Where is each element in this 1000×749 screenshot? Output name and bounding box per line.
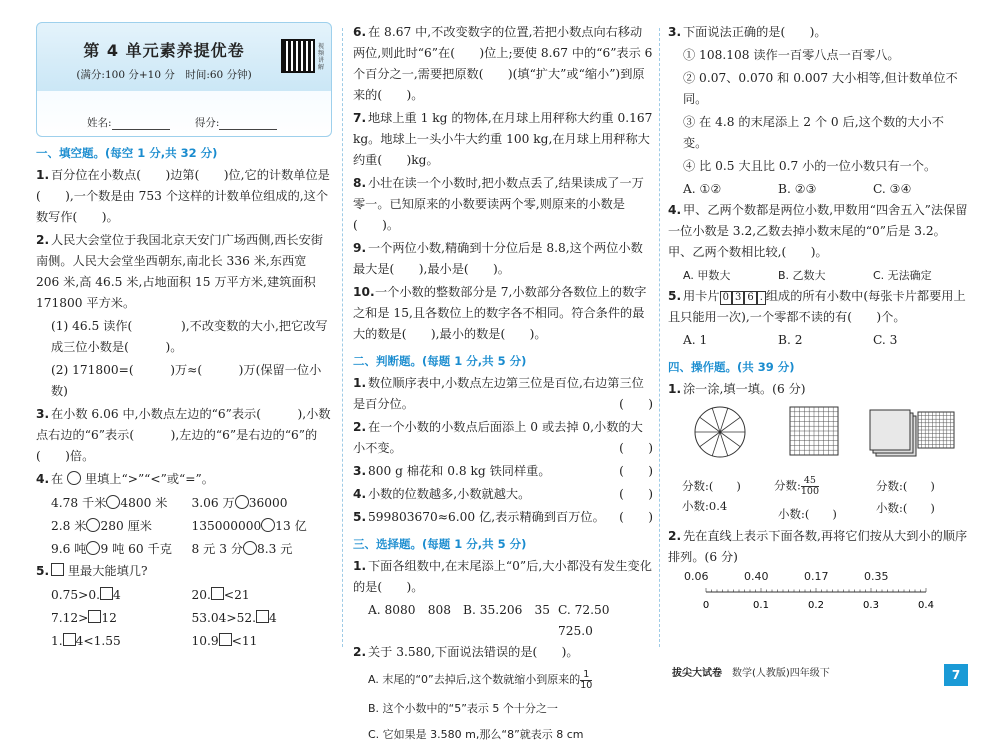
score-field[interactable] [219,118,277,130]
compare-item [192,515,333,538]
choice-1-options [353,600,653,642]
question-text: 599803670≈6.00 亿,表示精确到百万位。 [368,510,605,524]
choice-1 [353,556,653,598]
figure-svg [668,402,968,472]
judge-answer-box[interactable]: ( ) [619,441,653,455]
answer-circle[interactable] [243,541,257,555]
cube-stack-figure [870,410,916,456]
footer [672,664,962,679]
qr-label: 视频讲解 [318,43,325,71]
choice-4-options [668,265,968,286]
question-5 [36,561,332,582]
expr-left: 0.75>0. [51,588,100,602]
card-dot: . [757,291,766,305]
question-text: 关于 3.580,下面说法错误的是( )。 [368,645,579,659]
value-label: 0.35 [864,570,889,583]
value-label: 0.17 [804,570,829,583]
question-2-part-1: (1) 46.5 读作( ),不改变数的大小,把它改写成三位小数是( )。 [51,319,328,354]
right-value: 13 亿 [275,519,307,533]
fraction [801,476,819,497]
question-7 [353,108,653,171]
question-6 [353,22,653,106]
question-text: 在 8.67 中,不改变数字的位置,若把小数点向右移动两位,则此时“6”在( )位上;要使 8.67 中的“6”表示 6 个百分之一,需要把原数( )(填“扩大”或“缩小”)到原来的( )。 [353,25,653,102]
expr-right: 4<1.55 [75,634,121,648]
question-2 [36,230,332,314]
option-text: A. 末尾的“0”去掉后,这个数就缩小到原来的 [368,673,581,686]
option-a[interactable]: A. 1 [683,333,708,347]
card-0: 0 [720,291,732,305]
digit-item [51,630,192,653]
question-10 [353,282,653,345]
column-divider-2 [659,28,660,647]
digit-item [51,584,192,607]
question-number: 4. [36,472,50,486]
digit-row [51,607,332,630]
answer-box[interactable] [256,610,269,623]
answer-circle[interactable] [106,495,120,509]
digit-item [192,630,333,653]
answer-circle[interactable] [86,518,100,532]
label-text: 分数: [774,478,801,493]
name-score-fields [87,115,299,130]
judge-answer-box[interactable]: ( ) [619,487,653,501]
page-title: 第 4 单元素养提优卷 [83,41,245,60]
number-line-area [668,570,968,610]
axis-tick-label: 0.4 [918,600,934,611]
judge-answer-box[interactable]: ( ) [619,464,653,478]
option-c[interactable]: C. 3 [873,333,898,347]
option-c[interactable]: C. 它如果是 3.580 m,那么“8”就表示 8 cm [368,728,584,741]
values-row [668,570,968,586]
page-number: 7 [944,664,968,686]
qr-code-icon[interactable] [281,39,315,73]
question-number: 2. [353,420,367,434]
circle-figure[interactable] [695,407,745,457]
question-text: 一个两位小数,精确到十分位后是 8.8,这个两位小数最大是( ),最小是( )。 [353,241,643,276]
compare-row [51,538,332,561]
answer-box[interactable] [88,610,101,623]
option-a[interactable]: A. ①② [683,182,722,196]
question-number: 2. [36,233,50,247]
expr-left: 20. [191,588,211,602]
statement-item: ④ 比 0.5 大且比 0.7 小的一位小数只有一个。 [683,159,937,173]
statement-item: ① 108.108 读作一百零八点一百零八。 [683,48,900,62]
question-text: 里填上“>”“<”或“=”。 [84,472,214,486]
exam-header [36,22,332,137]
question-number: 6. [353,25,367,39]
digit-row [51,630,332,653]
question-number: 3. [353,464,367,478]
judge-answer-box[interactable]: ( ) [619,510,653,524]
digit-item [192,584,333,607]
answer-box[interactable] [219,633,232,646]
statement-list [668,45,968,177]
question-text: 用卡片 [683,289,720,303]
digit-item [51,607,192,630]
question-number: 2. [668,529,682,543]
option-c[interactable]: C. 无法确定 [873,269,932,282]
choice-3-options [668,179,968,200]
option-a[interactable]: A. 8080 808 [368,603,452,617]
question-text: 一个小数的整数部分是 7,小数部分各数位上的数字之和是 15,且各数位上的数字各不相同。符合条件的最大的数是( ),最小的数是( )。 [353,285,647,341]
question-text: 地球上重 1 kg 的物体,在月球上用秤称大约重 0.167 kg。地球上一头小牛大约重 100 kg,在月球上用秤称大约重( )kg。 [353,111,653,167]
question-4 [36,469,332,490]
question-number: 5. [353,510,367,524]
question-number: 9. [353,241,367,255]
fraction-label-2 [774,476,819,497]
question-text: 涂一涂,填一填。(6 分) [683,382,806,396]
question-text: 人民大会堂位于我国北京天安门广场西侧,西长安街南侧。人民大会堂坐西朝东,南北长 336 米,东西宽 206 米,高 46.5 米,占地面积 15 万平方米,建筑面积 171800 平方米。 [36,233,323,310]
grid-small-figure[interactable] [918,412,954,448]
option-c[interactable]: C. 72.50 725.0 [558,603,622,638]
operation-1 [668,379,968,400]
digit-row [51,584,332,607]
choice-5 [668,286,968,328]
judge-item [353,461,653,482]
answer-circle[interactable] [261,518,275,532]
option-b[interactable]: B. 乙数大 [778,269,826,282]
expr-right: 4 [112,588,121,602]
question-8 [353,173,653,236]
circle-icon [67,471,81,485]
answer-box[interactable] [63,633,76,646]
question-2-part-2: (2) 171800=( )万≈( )万(保留一位小数) [51,363,322,398]
expr-right: 12 [101,611,117,625]
brand: 拔尖大试卷 [672,668,722,679]
judge-list [353,373,653,528]
compare-item [51,492,192,515]
question-9 [353,238,653,280]
compare-item [192,538,333,561]
right-value: 36000 [248,496,288,510]
question-text: 下面各组数中,在末尾添上“0”后,大小都没有发生变化的是( )。 [353,559,652,594]
question-number: 1. [353,376,367,390]
question-number: 1. [353,559,367,573]
value-label: 0.06 [684,570,709,583]
question-text: 组成的所有小数中(每张卡片都要用上且只能用一次),一个零都不读的有( )个。 [668,289,966,324]
fraction-denominator: 10 [580,679,593,691]
compare-list [36,492,332,561]
question-number: 8. [353,176,367,190]
question-number: 3. [36,407,50,421]
judge-item [353,507,653,528]
question-number: 2. [353,645,367,659]
question-number: 4. [353,487,367,501]
compare-row [51,515,332,538]
number-line[interactable] [698,586,938,612]
card-6: 6 [744,291,756,305]
expr-right: <11 [231,634,258,648]
option-c[interactable]: C. ③④ [873,182,912,196]
fraction-denominator: 100 [800,486,820,497]
decimal-label-3: 小数:( ) [876,501,935,515]
expr-left: 7.12> [51,611,89,625]
right-value: 280 厘米 [100,519,152,533]
subject: 数学(人教版)四年级下 [732,668,830,679]
option-b[interactable]: B. ②③ [778,182,817,196]
left-value: 8 元 3 分 [191,542,244,556]
answer-circle[interactable] [86,541,100,555]
axis-tick-label: 0.3 [863,600,879,611]
left-value: 135000000 [191,519,262,533]
question-text: 在一个小数的小数点后面添上 0 或去掉 0,小数的大小不变。 [353,420,643,455]
question-text: 先在直线上表示下面各数,再将它们按从大到小的顺序排列。(6 分) [668,529,968,564]
expr-left: 1. [51,634,63,648]
option-a[interactable]: A. 甲数大 [683,269,731,282]
square-box-icon [51,563,64,576]
question-1 [36,165,332,228]
question-text: 下面说法正确的是( )。 [683,25,827,39]
right-value: 4800 米 [120,496,168,510]
expr-left: 10.9 [191,634,219,648]
compare-item [192,492,333,515]
judge-item [353,373,653,415]
choice-3 [668,22,968,43]
question-text: 小数的位数越多,小数就越大。 [368,487,531,501]
question-text: 小壮在读一个小数时,把小数点丢了,结果读成了一万零一。已知原来的小数要读两个零,则原来的小数是( )。 [353,176,644,232]
question-number: 3. [668,25,682,39]
left-value: 4.78 千米 [51,496,107,510]
choice-2 [353,642,653,663]
compare-item [51,515,192,538]
section-heading-operation: 四、操作题。(共 39 分) [668,360,795,374]
choice-4 [668,200,968,263]
expr-right: 4 [268,611,277,625]
left-value: 9.6 吨 [51,542,87,556]
name-field[interactable] [112,118,170,130]
axis-tick-label: 0.1 [753,600,769,611]
axis-tick-label: 0 [702,600,710,611]
option-b[interactable]: B. 2 [778,333,803,347]
compare-row [51,492,332,515]
question-text: 百分位在小数点( )边第( )位,它的计数单位是( ),一个数是由 753 个这样的计数单位组成的,这个数写作( )。 [36,168,330,224]
question-text: 数位顺序表中,小数点左边第三位是百位,右边第三位是百分位。 [353,376,644,411]
column-1 [36,22,332,653]
shading-figures [668,402,968,542]
expr-right: <21 [223,588,250,602]
name-label: 姓名: [87,117,112,129]
statement-item: ③ 在 4.8 的末尾添上 2 个 0 后,这个数的大小不变。 [683,115,944,150]
section-heading-fill: 一、填空题。(每空 1 分,共 32 分) [36,146,218,160]
digit-item [192,607,333,630]
question-text: 在 [51,472,64,486]
left-value: 3.06 万 [191,496,235,510]
judge-item [353,484,653,505]
fraction-numerator: 1 [583,668,590,680]
compare-item [51,538,192,561]
statement-item: ② 0.07、0.070 和 0.007 大小相等,但计数单位不同。 [683,71,958,106]
option-a[interactable] [353,665,653,695]
column-3 [668,22,968,610]
question-text: 800 g 棉花和 0.8 kg 铁同样重。 [368,464,551,478]
question-text: 在小数 6.06 中,小数点左边的“6”表示( ),小数点右边的“6”表示( ),左边的“6”是右边的“6”的( )倍。 [36,407,331,463]
right-value: 9 吨 60 千克 [100,542,172,556]
question-number: 4. [668,203,682,217]
decimal-label-1: 小数:0.4 [682,499,728,513]
card-3: 3 [732,291,744,305]
judge-item [353,417,653,459]
question-3 [36,404,332,467]
choice-5-options [668,330,968,351]
axis-tick-label: 0.2 [808,600,824,611]
fraction-numerator: 45 [803,475,816,486]
expr-left: 53.04>52. [191,611,256,625]
question-number: 1. [668,382,682,396]
question-number: 10. [353,285,375,299]
option-b[interactable]: B. 这个小数中的“5”表示 5 个十分之一 [368,702,558,715]
digit-fill-list [36,584,332,653]
right-value: 8.3 元 [257,542,293,556]
fraction-label-3: 分数:( ) [876,479,935,493]
column-2 [353,22,653,749]
fraction [580,670,592,691]
question-number: 5. [36,564,50,578]
exam-subtitle: (满分:100 分+10 分 时间:60 分钟) [76,69,252,81]
answer-box[interactable] [211,587,224,600]
question-number: 5. [668,289,682,303]
value-label: 0.40 [744,570,769,583]
section-heading-judge: 二、判断题。(每题 1 分,共 5 分) [353,354,527,368]
question-text: 里最大能填几? [67,564,148,578]
grid-100-figure[interactable] [790,407,838,455]
left-value: 2.8 米 [51,519,87,533]
option-b[interactable]: B. 35.206 35 [463,603,551,617]
decimal-label-2: 小数:( ) [778,507,837,521]
score-label: 得分: [194,117,220,129]
question-number: 7. [353,111,367,125]
question-number: 1. [36,168,50,182]
question-text: 甲、乙两个数都是两位小数,甲数用“四舍五入”法保留一位小数是 3.2,乙数去掉小数末尾的“0”后是 3.2。甲、乙两个数相比较,( )。 [668,203,968,259]
answer-circle[interactable] [235,495,249,509]
fraction-label-1: 分数:( ) [682,479,741,493]
answer-box[interactable] [100,587,113,600]
column-divider-1 [342,28,343,647]
judge-answer-box[interactable]: ( ) [619,397,653,411]
section-heading-choice: 三、选择题。(每题 1 分,共 5 分) [353,537,527,551]
